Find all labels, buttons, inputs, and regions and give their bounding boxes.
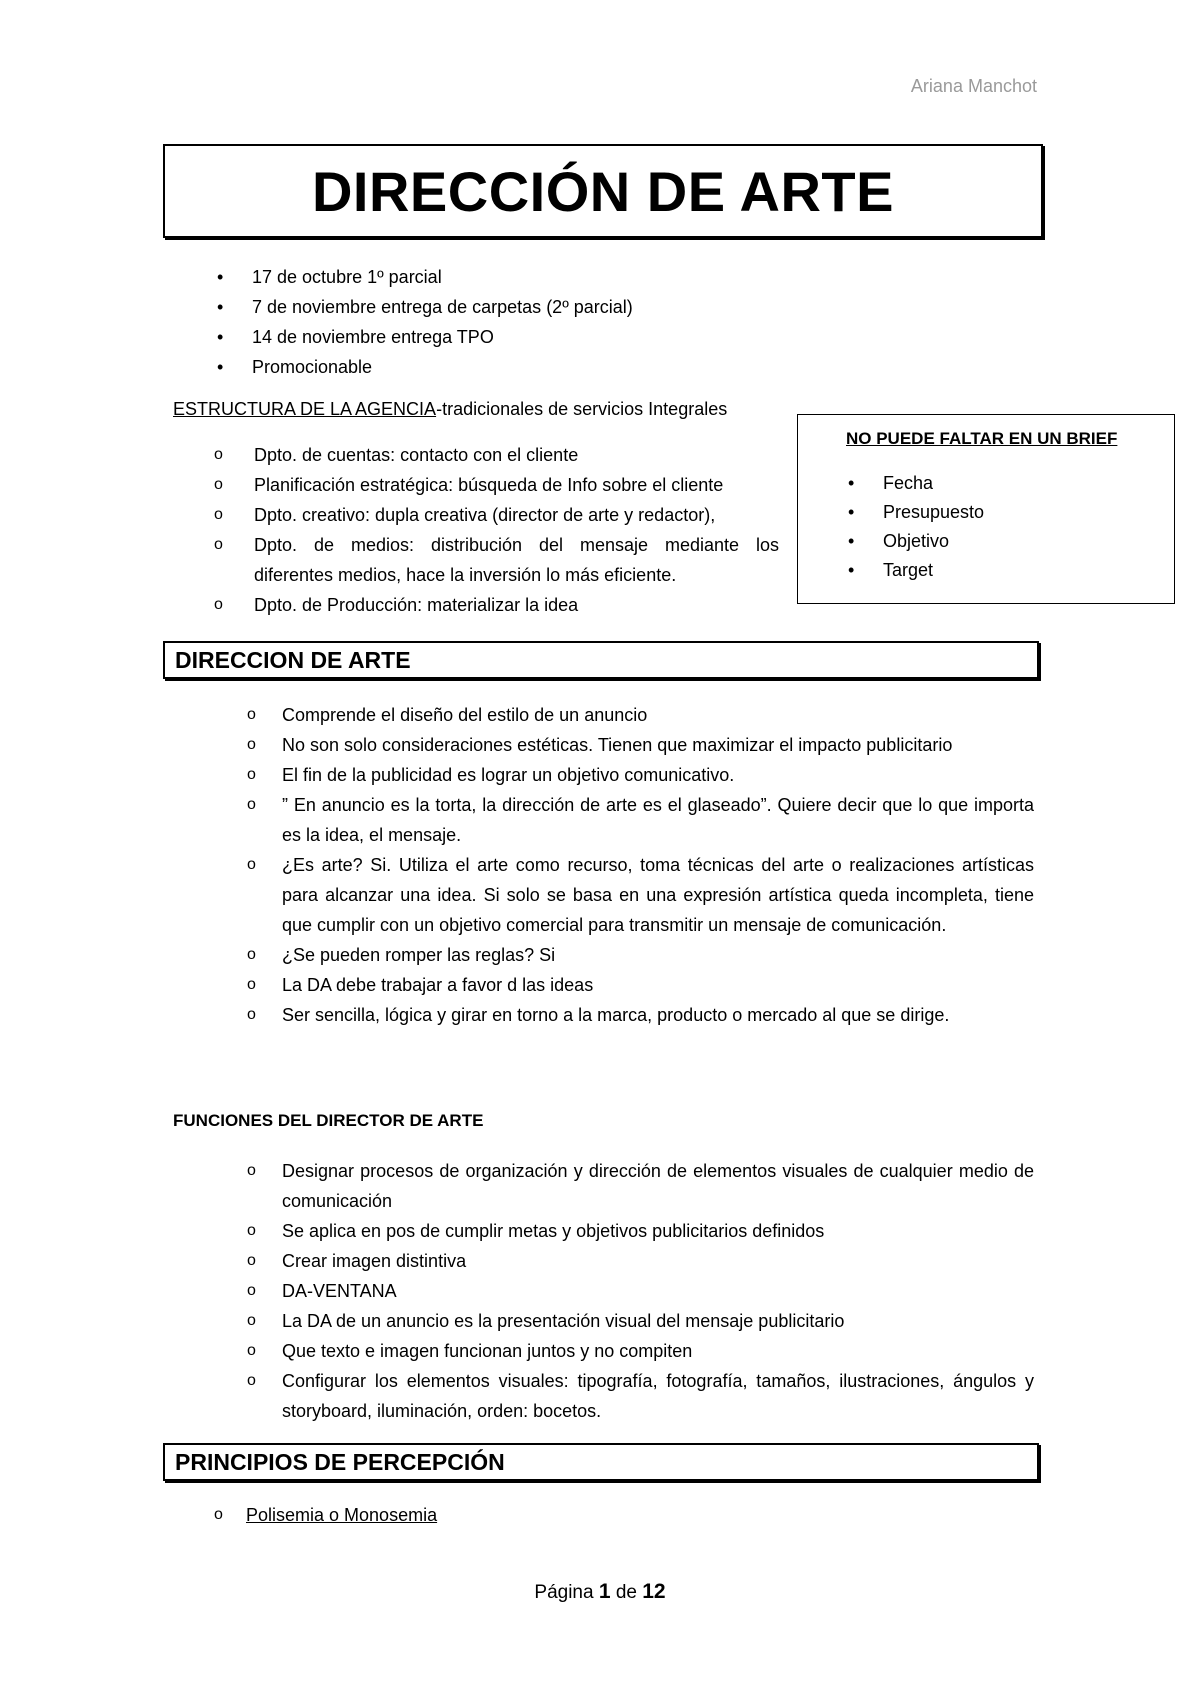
footer-of-word: de: [615, 1582, 637, 1603]
dates-list: [215, 262, 815, 382]
agency-heading-rest: -tradicionales de servicios Integrales: [436, 399, 728, 419]
list-item: o Comprende el diseño del estilo de un anuncio: [247, 700, 1034, 730]
list-item: • 17 de octubre 1º parcial: [215, 262, 815, 292]
funciones-list: [247, 1156, 1034, 1426]
list-item: • Target: [846, 556, 984, 585]
section-title: PRINCIPIOS DE PERCEPCIÓN: [175, 1448, 505, 1475]
document-title: DIRECCIÓN DE ARTE: [311, 159, 894, 223]
list-item: o Configurar los elementos visuales: tipografía, fotografía, tamaños, ilustraciones, ángulos y storyboard, iluminación, orden: bocetos.: [247, 1366, 1034, 1426]
list-item: o DA-VENTANA: [247, 1276, 1034, 1306]
list-item: o Dpto. de Producción: materializar la idea: [214, 590, 779, 620]
list-item: • 14 de noviembre entrega TPO: [215, 322, 815, 352]
list-item: o Se aplica en pos de cumplir metas y objetivos publicitarios definidos: [247, 1216, 1034, 1246]
list-item: • Fecha: [846, 469, 984, 498]
list-item: o Dpto. de medios: distribución del mensaje mediante los diferentes medios, hace la inversión lo más eficiente.: [214, 530, 779, 590]
brief-list: [846, 469, 984, 585]
title-box: [163, 144, 1043, 238]
brief-box: [797, 414, 1175, 604]
list-item: o La DA de un anuncio es la presentación visual del mensaje publicitario: [247, 1306, 1034, 1336]
list-item: o Ser sencilla, lógica y girar en torno a la marca, producto o mercado al que se dirige.: [247, 1000, 1034, 1030]
list-item: o La DA debe trabajar a favor d las ideas: [247, 970, 1034, 1000]
footer-page-number: 1: [598, 1580, 611, 1603]
section-title: DIRECCION DE ARTE: [175, 646, 411, 673]
list-item: [214, 1500, 437, 1530]
list-item: o Crear imagen distintiva: [247, 1246, 1034, 1276]
list-item: o Dpto. creativo: dupla creativa (director de arte y redactor),: [214, 500, 779, 530]
agency-heading: [173, 397, 727, 421]
percepcion-list: [214, 1500, 437, 1530]
list-item: o El fin de la publicidad es lograr un objetivo comunicativo.: [247, 760, 1034, 790]
list-item: o Designar procesos de organización y dirección de elementos visuales de cualquier medio de comunicación: [247, 1156, 1034, 1216]
agency-heading-underlined: ESTRUCTURA DE LA AGENCIA: [173, 399, 437, 419]
header-author: Ariana Manchot: [910, 76, 1037, 96]
list-item: • Presupuesto: [846, 498, 984, 527]
direccion-list: [247, 700, 1034, 1030]
footer-total-pages: 12: [642, 1580, 666, 1603]
page-footer: [0, 1580, 1200, 1604]
list-item: o Dpto. de cuentas: contacto con el cliente: [214, 440, 779, 470]
footer-page-word: Página: [534, 1582, 594, 1603]
funciones-heading: FUNCIONES DEL DIRECTOR DE ARTE: [173, 1111, 484, 1130]
list-item: o ¿Se pueden romper las reglas? Si: [247, 940, 1034, 970]
list-item: • Promocionable: [215, 352, 815, 382]
list-item: • 7 de noviembre entrega de carpetas (2º parcial): [215, 292, 815, 322]
list-item: o Que texto e imagen funcionan juntos y no compiten: [247, 1336, 1034, 1366]
agency-list: [214, 440, 779, 620]
list-item: o ¿Es arte? Si. Utiliza el arte como recurso, toma técnicas del arte o realizaciones artísticas para alcanzar una idea. Si solo se basa en una expresión artística queda incompleta, tiene que cumplir con un objetivo comercial para transmitir un mensaje de comunicación.: [247, 850, 1034, 940]
list-item: o No son solo consideraciones estéticas. Tienen que maximizar el impacto publicitario: [247, 730, 1034, 760]
list-item-text: Polisemia o Monosemia: [246, 1505, 438, 1525]
list-item: o Planificación estratégica: búsqueda de Info sobre el cliente: [214, 470, 779, 500]
list-item: • Objetivo: [846, 527, 984, 556]
section-heading-direccion: [163, 641, 1039, 679]
brief-title: NO PUEDE FALTAR EN UN BRIEF: [846, 429, 1118, 448]
section-heading-percepcion: [163, 1443, 1039, 1481]
list-item: o ” En anuncio es la torta, la dirección de arte es el glaseado”. Quiere decir que lo que importa es la idea, el mensaje.: [247, 790, 1034, 850]
